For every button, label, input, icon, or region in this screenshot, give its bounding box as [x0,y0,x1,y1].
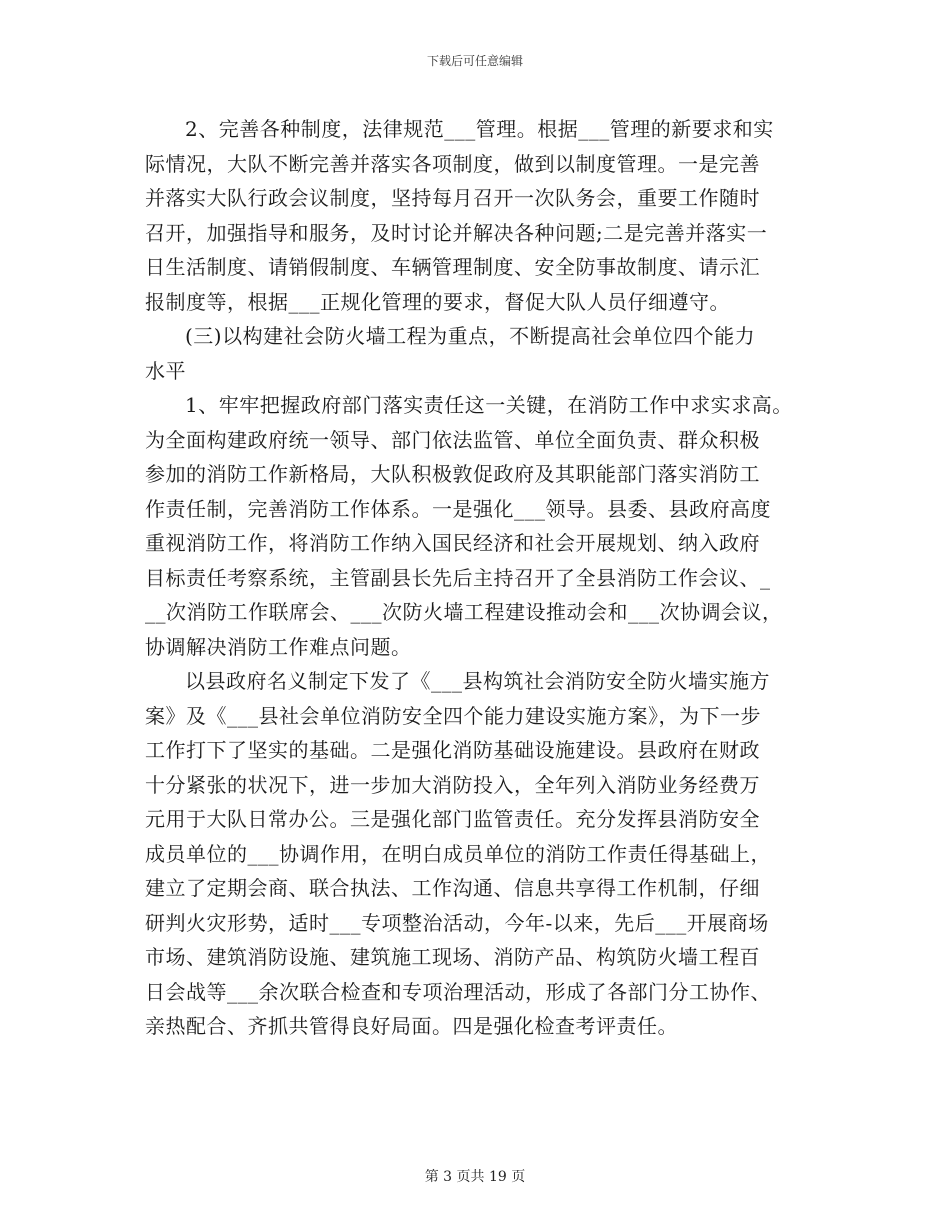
page-footer: 第 3 页共 19 页 [424,1169,526,1185]
text-line: 协调解决消防工作难点问题。 [145,634,412,659]
text-line: 日会战等___余次联合检查和专项治理活动，形成了各部门分工协作、 [145,979,771,1004]
text-line: 参加的消防工作新格局，大队积极敦促政府及其职能部门落实消防工 [145,462,760,486]
text-line: 1、牢牢把握政府部门落实责任这一关键，在消防工作中求实求高。 [185,393,793,417]
text-line: 目标责任考察系统，主管副县长先后主持召开了全县消防工作会议、_ [145,565,771,590]
section-heading-continued: 水平 [145,358,186,383]
text-line: 研判火灾形势，适时___专项整治活动，今年-以来，先后___开展商场 [145,910,769,935]
text-line: 并落实大队行政会议制度，坚持每月召开一次队务会，重要工作随时 [145,186,760,210]
text-line: __次消防工作联席会、___次防火墙工程建设推动会和___次协调会议， [145,600,783,624]
text-line: 2、完善各种制度，法律规范___管理。根据___管理的新要求和实 [185,117,774,141]
document-body [145,112,815,1044]
text-line: 为全面构建政府统一领导、部门依法监管、单位全面负责、群众积极 [145,427,760,452]
page-header: 下载后可任意编辑 [426,54,523,68]
text-line: 重视消防工作，将消防工作纳入国民经济和社会开展规划、纳入政府 [145,531,760,555]
text-line: 工作打下了坚实的基础。二是强化消防基础设施建设。县政府在财政 [145,738,760,762]
text-line: 成员单位的___协调作用，在明白成员单位的消防工作责任得基础上， [145,841,771,866]
text-line: 案》及《___县社会单位消防安全四个能力建设实施方案》，为下一步 [145,703,761,728]
text-line: 十分紧张的状况下，进一步加大消防投入，全年列入消防业务经费万 [145,772,760,797]
text-line: 建立了定期会商、联合执法、工作沟通、信息共享得工作机制，仔细 [145,876,760,900]
text-line: 亲热配合、齐抓共管得良好局面。四是强化检查考评责任。 [145,1014,678,1038]
text-line: 际情况，大队不断完善并落实各项制度，做到以制度管理。一是完善 [145,151,760,176]
text-line: 报制度等，根据___正规化管理的要求，督促大队人员仔细遵守。 [145,289,730,314]
text-line: 作责任制，完善消防工作体系。一是强化___领导。县委、县政府高度 [145,496,771,521]
text-line: 日生活制度、请销假制度、车辆管理制度、安全防事故制度、请示汇 [145,255,760,279]
section-heading: (三)以构建社会防火墙工程为重点，不断提高社会单位四个能力 [185,324,756,348]
text-line: 市场、建筑消防设施、建筑施工现场、消防产品、构筑防火墙工程百 [145,945,760,969]
text-line: 元用于大队日常办公。三是强化部门监管责任。充分发挥县消防安全 [145,807,760,831]
text-line: 召开，加强指导和服务，及时讨论并解决各种问题;二是完善并落实一 [145,220,768,245]
text-line: 以县政府名义制定下发了《___县构筑社会消防安全防火墙实施方 [185,669,770,693]
